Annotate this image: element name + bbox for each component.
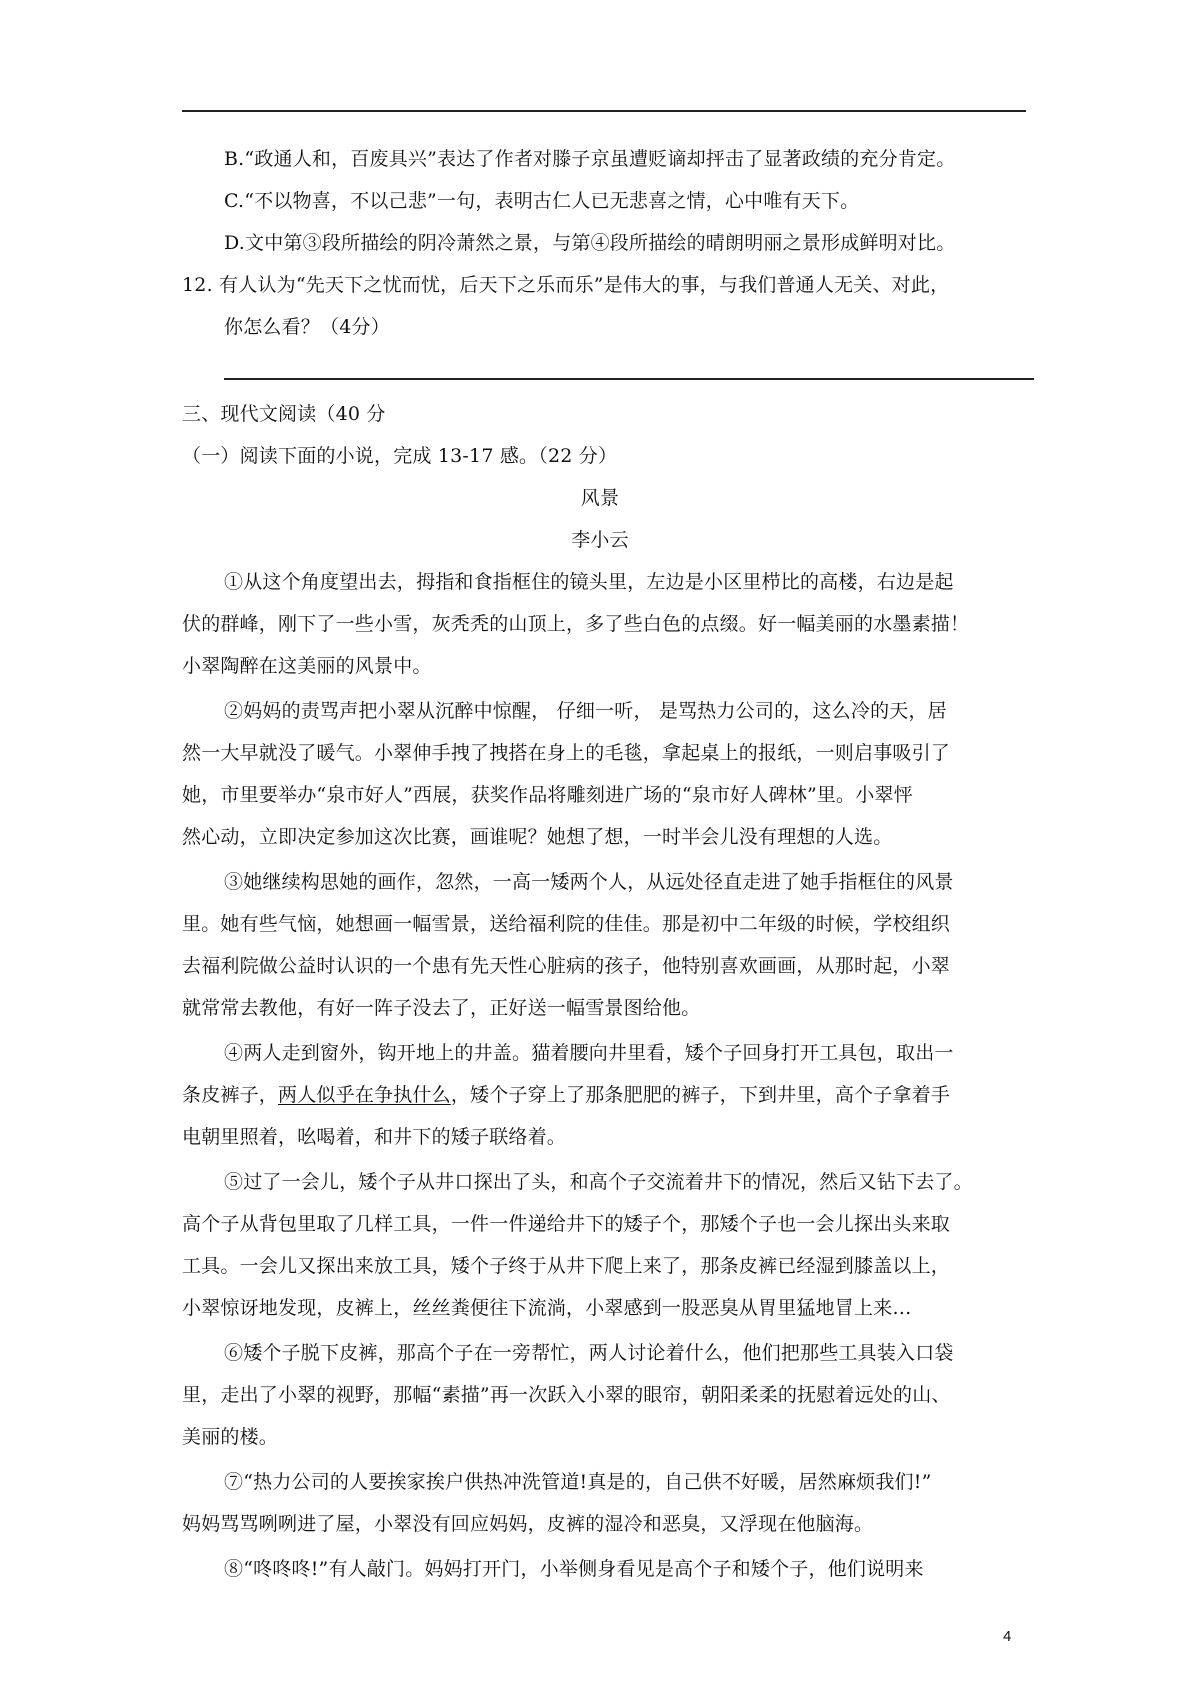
underlined-phrase: 两人似乎在争执什么 — [278, 1084, 451, 1106]
answer-blank-line — [224, 378, 1034, 380]
paragraph-2-line: 然心动，立即决定参加这次比赛，画谁呢？她想了想，一时半会儿没有理想的人选。 — [182, 826, 893, 848]
option-b: B.“政通人和，百废具兴”表达了作者对滕子京虽遭贬谪却抨击了显著政绩的充分肯定。 — [224, 148, 956, 170]
question-12-line-1: 12. 有人认为“先天下之忧而忧，后天下之乐而乐”是伟大的事，与我们普通人无关、对此， — [182, 274, 950, 296]
paragraph-8-line: ⑧“咚咚咚!”有人敲门。妈妈打开门，小举侧身看见是高个子和矮个子，他们说明来 — [224, 1558, 924, 1580]
story-title: 风景 — [580, 487, 620, 509]
header-rule — [182, 110, 1026, 112]
paragraph-7-line: ⑦“热力公司的人要挨家挨户供热冲洗管道!真是的，自己供不好暖，居然麻烦我们!” — [224, 1471, 932, 1493]
paragraph-6-line: 里，走出了小翠的视野，那幅“素描”再一次跃入小翠的眼帘，朝阳柔柔的抚慰着远处的山、 — [182, 1384, 951, 1406]
section-subheading: （一）阅读下面的小说，完成 13-17 感。（22 分） — [182, 445, 618, 467]
paragraph-7-line: 妈妈骂骂咧咧进了屋，小翠没有回应妈妈，皮裤的湿冷和恶臭，又浮现在他脑海。 — [182, 1513, 874, 1535]
paragraph-5-line: 工具。一会儿又探出来放工具，矮个子终于从井下爬上来了，那条皮裤已经湿到膝盖以上， — [182, 1255, 951, 1277]
story-author: 李小云 — [571, 529, 629, 551]
question-12-line-2: 你怎么看？（4分） — [224, 316, 390, 338]
paragraph-1-line: 伏的群峰，刚下了一些小雪，灰秃秃的山顶上，多了些白色的点缀。好一幅美丽的水墨素描！ — [182, 613, 970, 635]
paragraph-4-line: ④两人走到窗外，钩开地上的井盖。猫着腰向井里看，矮个子回身打开工具包，取出一 — [224, 1042, 954, 1064]
paragraph-4-text: ，矮个子穿上了那条肥肥的裤子，下到井里，高个子拿着手 — [450, 1084, 951, 1106]
paragraph-2-line: ②妈妈的责骂声把小翠从沉醉中惊醒， 仔细一听， 是骂热力公司的，这么冷的天，居 — [224, 700, 947, 722]
paragraph-2-line: 她，市里要举办“泉市好人”西展，获奖作品将雕刻进广场的“泉市好人碑林”里。小翠怦 — [182, 784, 913, 806]
paragraph-4-line — [182, 1083, 950, 1107]
option-d: D.文中第③段所描绘的阴冷萧然之景，与第④段所描绘的晴朗明丽之景形成鲜明对比。 — [224, 232, 956, 254]
paragraph-3-line: 就常常去教他，有好一阵子没去了，正好送一幅雪景图给他。 — [182, 997, 701, 1019]
paragraph-5-line: ⑤过了一会儿，矮个子从井口探出了头，和高个子交流着井下的情况，然后又钻下去了。 — [224, 1171, 973, 1193]
page-number: 4 — [1003, 1628, 1012, 1645]
paragraph-3-line: ③她继续构思她的画作，忽然，一高一矮两个人，从远处径直走进了她手指框住的风景 — [224, 871, 954, 893]
paragraph-2-line: 然一大早就没了暖气。小翠伸手拽了拽搭在身上的毛毯，拿起桌上的报纸，一则启事吸引了 — [182, 742, 951, 764]
paragraph-6-line: 美丽的楼。 — [182, 1426, 279, 1448]
paragraph-1-line: 小翠陶醉在这美丽的风景中。 — [182, 655, 432, 677]
paragraph-6-line: ⑥矮个子脱下皮裤，那高个子在一旁帮忙，两人讨论着什么，他们把那些工具装入口袋 — [224, 1342, 954, 1364]
paragraph-5-line: 高个子从背包里取了几样工具，一件一件递给井下的矮子个，那矮个子也一会儿探出头来取 — [182, 1213, 951, 1235]
paragraph-3-line: 去福利院做公益时认识的一个患有先天性心脏病的孩子，他特别喜欢画画，从那时起，小翠 — [182, 955, 951, 977]
paragraph-4-line: 电朝里照着，吆喝着，和井下的矮子联络着。 — [182, 1126, 567, 1148]
paragraph-1-line: ①从这个角度望出去，拇指和食指框住的镜头里，左边是小区里栉比的高楼，右边是起 — [224, 571, 954, 593]
paragraph-4-text: 条皮裤子， — [182, 1084, 279, 1106]
option-c: C.“不以物喜，不以己悲”一句，表明古仁人已无悲喜之情，心中唯有天下。 — [224, 190, 860, 212]
paragraph-5-line: 小翠惊讶地发现，皮裤上，丝丝粪便往下流淌，小翠感到一股恶臭从胃里猛地冒上来… — [182, 1297, 912, 1319]
paragraph-3-line: 里。她有些气恼，她想画一幅雪景，送给福利院的佳佳。那是初中二年级的时候，学校组织 — [182, 913, 951, 935]
section-heading: 三、现代文阅读（40 分 — [182, 403, 386, 425]
